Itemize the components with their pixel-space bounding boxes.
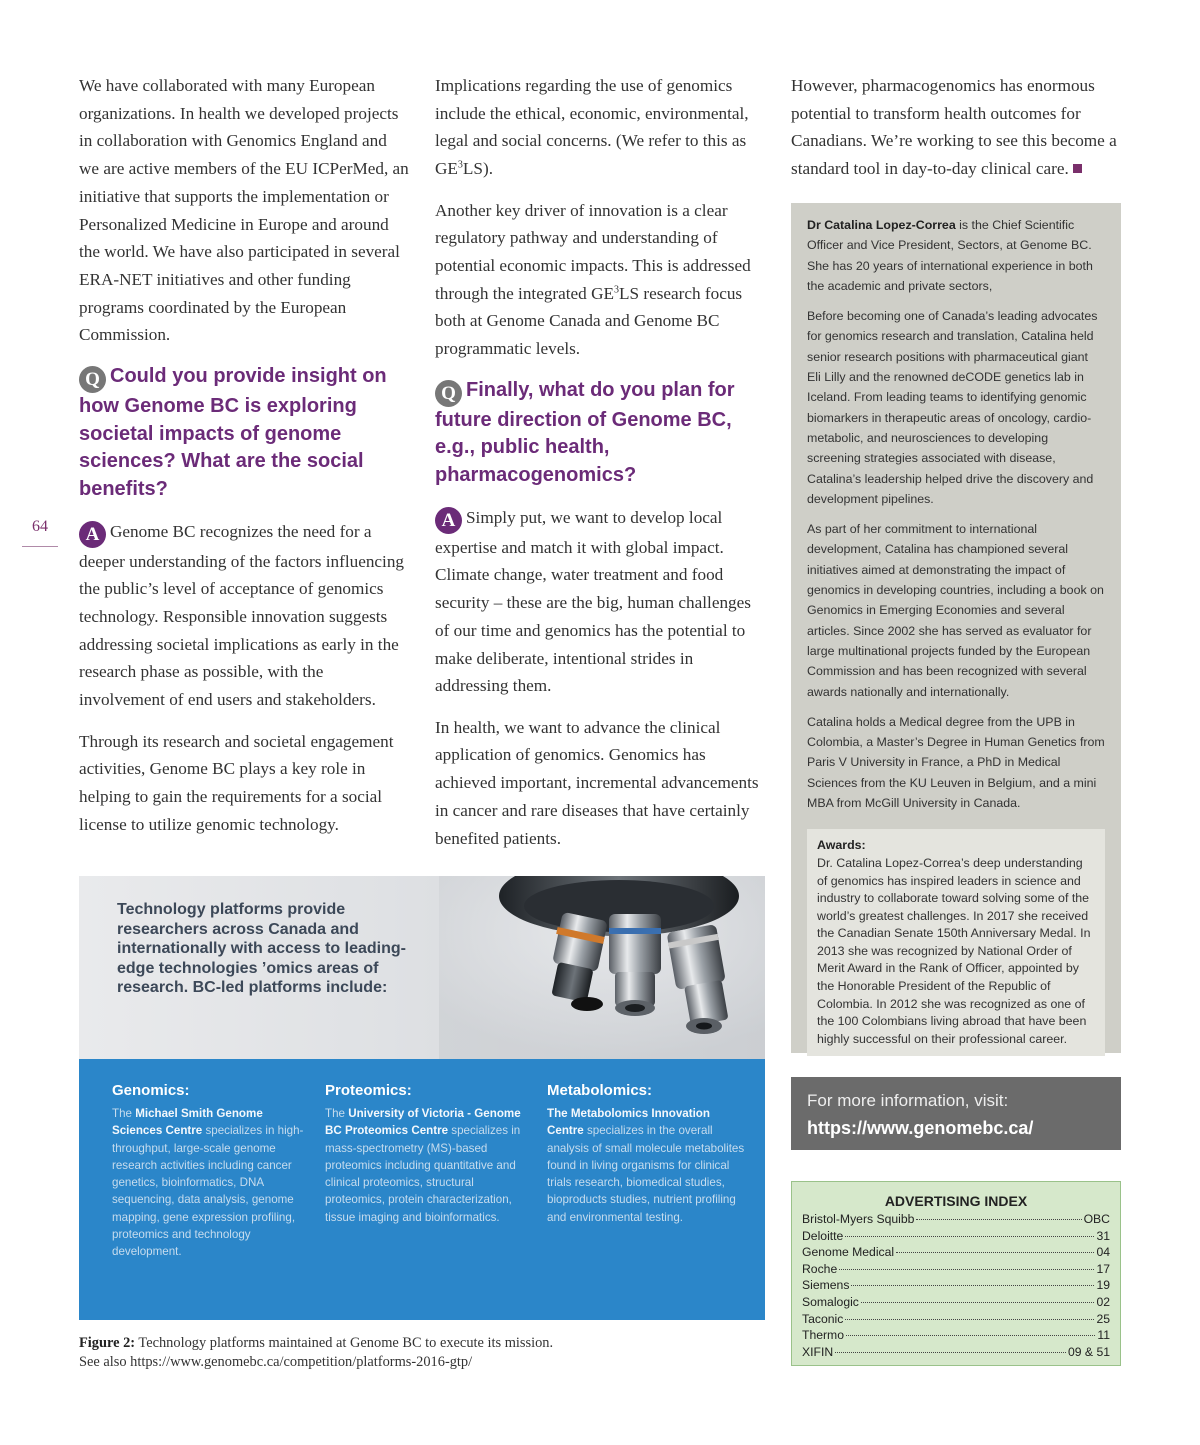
column-1 [79,72,409,852]
ad-name: Somalogic [802,1294,859,1309]
ad-page: 31 [1096,1228,1110,1243]
ad-page: 17 [1096,1261,1110,1276]
ad-index-row [802,1228,1110,1245]
platform-genomics [112,1081,307,1261]
ad-page: 19 [1096,1278,1110,1293]
column-3 [791,72,1121,197]
platform-proteomics [325,1081,530,1226]
bio-name: Dr Catalina Lopez-Correa [807,218,956,232]
question-badge-icon: Q [79,366,106,393]
more-info-link[interactable]: https://www.genomebc.ca/ [807,1118,1034,1138]
ad-dot-leader [845,1319,1094,1320]
ad-index-row [802,1344,1110,1361]
bio-paragraph-3: As part of her commitment to international development, Catalina has championed several initiatives aimed at demonstrating the impact of genomics in developing countries, including a book on Genomics in Emerging Economies and several articles. Since 2002 she has served as evaluator for large multinational projects funded by the European Commission and has been recognized with several awards nationally and internationally. [807,522,1104,699]
ad-page: 02 [1096,1294,1110,1309]
bio-sidebar [791,203,1121,1053]
platform-text: specializes in the overall analysis of small molecule metabolites found in living organisms for clinical trials research, biomedical studies, bioproducts studies, nutrient profiling and environmental testing. [547,1124,745,1224]
platform-lead: The [112,1107,136,1120]
ad-dot-leader [835,1352,1066,1353]
more-info-label: For more information, visit: [807,1091,1009,1110]
col1-answer-1-text: Genome BC recognizes the need for a deeper understanding of the factors influencing the public’s level of acceptance of genomics technology. Responsible innovation suggests addressing societal implications as early in the research phase as possible, with the involvement of end users and stakeholders. [79,521,405,710]
bio-paragraph-4: Catalina holds a Medical degree from the UPB in Colombia, a Master’s Degree in Human Genetics from Paris V University in France, a PhD in Medical Sciences from the KU Leuven in Belgium, and a mini MBA from McGill University in Canada. [807,714,1105,811]
bio-paragraph-2: Before becoming one of Canada’s leading advocates for genomics research and translation, Catalina held senior research positions with pharmaceutical giant Eli Lilly and the renowned deCODE genetics lab in Iceland. From leading teams to identifying genomic biomarkers in therapeutic areas of oncology, cardio-metabolic, and neurosciences to developing screening strategies associated with disease, Catalina’s leadership helped drive the discovery and development pipelines. [807,309,1098,506]
col2-paragraph-2 [435,197,765,363]
ad-index-row [802,1277,1110,1294]
figure-caption-text: Technology platforms maintained at Genome BC to execute its mission. [135,1335,554,1351]
col2-answer-2: In health, we want to advance the clinical application of genomics. Genomics has achieved important, incremental advancements in cancer and rare diseases that have certainly benefited patients. [435,717,759,848]
ad-page: 09 & 51 [1067,1344,1110,1359]
col1-answer-2: Through its research and societal engagement activities, Genome BC plays a key role in helping to gain the requirements for a social license to utilize genomic technology. [79,731,394,834]
platform-title: Genomics: [112,1082,190,1099]
col2-p2-text-end: LS research focus both at Genome Canada and Genome BC programmatic levels. [435,283,743,359]
col1-question-text: Could you provide insight on how Genome BC is exploring societal impacts of genome sciences? What are the social benefits? [79,364,387,500]
answer-badge-icon: A [79,521,106,548]
objective-lens-center [609,914,661,1016]
platform-text: specializes in high-throughput, large-scale genome research activities including cancer genetics, bioinformatics, DNA sequencing, data analysis, genome mapping, gene expression profiling, proteomics and technology development. [112,1124,304,1259]
ad-name: XIFIN [802,1344,834,1359]
figure-caption-label: Figure 2: [79,1335,136,1351]
ad-index-row [802,1311,1110,1328]
col2-p1-text-end: LS). [462,159,493,179]
figure-header-panel [79,876,765,1059]
ad-name: Roche [802,1261,838,1276]
ad-name: Bristol-Myers Squibb [802,1212,915,1226]
platform-title: Proteomics: [325,1082,412,1099]
platform-metabolomics [547,1081,747,1226]
col2-question-text: Finally, what do you plan for future direction of Genome BC, e.g., public health, pharmacogenomics? [435,378,735,487]
page-number: 64 [32,518,48,535]
platform-lead: The [325,1107,349,1120]
ad-page: 25 [1096,1311,1110,1326]
ad-index-row [802,1261,1110,1278]
bio-p1-text: is the Chief Scientific Officer and Vice President, Sectors, at Genome BC. She has 20 years of international experience in both the academic and private sectors, [807,218,1093,293]
ad-index-row [802,1244,1110,1261]
ad-index-row [802,1327,1110,1344]
end-mark-icon [1073,164,1082,173]
figure-platforms-panel [79,1059,765,1320]
col1-answer-1 [79,518,409,714]
figure-technology-platforms [79,876,765,1320]
platform-description [547,1105,747,1226]
ad-dot-leader [916,1219,1081,1220]
figure-intro-text: Technology platforms provide researchers across Canada and internationally with access to leading-edge technologies ’omics areas of research. BC-led platforms include: [117,901,406,996]
ad-dot-leader [846,1335,1095,1336]
col2-p1-superscript: 3 [457,159,463,171]
ad-dot-leader [896,1252,1094,1253]
ad-name: Siemens [802,1278,850,1293]
ad-page: OBC [1083,1212,1110,1226]
ad-name: Deloitte [802,1228,844,1243]
col1-paragraph-1: We have collaborated with many European organizations. In health we developed projects in collaboration with Genomics England and we are active members of the EU ICPerMed, an initiative that supports the implementation or Personalized Medicine in Europe and around the world. We have also participated in several ERA-NET initiatives and other funding programs coordinated by the European Commission. [79,76,409,345]
ad-dot-leader [861,1302,1095,1303]
bio-paragraph-1 [807,215,1105,296]
answer-badge-icon: A [435,507,462,534]
awards-title: Awards: [817,838,866,853]
col1-question [79,363,409,504]
ad-page: 11 [1097,1328,1110,1343]
page-number-rule [22,546,58,547]
figure-caption-line-2: See also https://www.genomebc.ca/competition/platforms-2016-gtp/ [79,1354,473,1370]
col2-answer-1 [435,504,765,700]
ad-page: 04 [1096,1245,1110,1260]
col2-p1-text: Implications regarding the use of genomics include the ethical, economic, environmental, legal and social concerns. (We refer to this as GE [435,76,749,179]
question-badge-icon: Q [435,380,462,407]
ad-index-row [802,1211,1110,1228]
ad-name: Thermo [802,1328,844,1343]
col2-p2-text: Another key driver of innovation is a clear regulatory pathway and understanding of potential economic impacts. This is addressed through the integrated GE [435,200,751,303]
more-info-box [791,1077,1121,1150]
platform-title: Metabolomics: [547,1082,653,1099]
microscope-illustration [439,876,765,1059]
platform-text: specializes in mass-spectrometry (MS)-based proteomics including quantitative and clinical proteomics, structural proteomics, protein characterization, tissue imaging and bioinformatics. [325,1124,521,1224]
col2-paragraph-1 [435,72,765,183]
advertising-index [791,1181,1121,1366]
platform-name: Michael Smith Genome Sciences Centre [112,1107,263,1138]
ad-dot-leader [839,1269,1094,1270]
figure-caption [79,1334,679,1372]
awards-box [807,829,1105,1056]
platform-name: The Metabolomics Innovation Centre [547,1107,710,1138]
figure-caption-line-1 [79,1334,679,1353]
platform-description [112,1105,307,1261]
platform-name: University of Victoria - Genome BC Proteomics Centre [325,1107,521,1138]
col3-p1-text: However, pharmacogenomics has enormous potential to transform health outcomes for Canadians. We’re working to see this become a standard tool in day-to-day clinical care. [791,76,1117,179]
col2-question [435,377,765,490]
column-2 [435,72,765,866]
ad-dot-leader [845,1236,1094,1237]
ad-dot-leader [851,1285,1094,1286]
ad-name: Genome Medical [802,1245,895,1260]
col2-p2-superscript: 3 [613,283,619,295]
ad-index-row [802,1294,1110,1311]
advertising-index-title: ADVERTISING INDEX [884,1193,1028,1209]
platform-description [325,1105,530,1226]
col2-answer-1-text: Simply put, we want to develop local expertise and match it with global impact. Climate change, water treatment and food security – these are the big, human challenges of our time and genomics has the potential to make deliberate, intentional strides in addressing them. [435,507,751,696]
col3-paragraph-1 [791,72,1121,183]
ad-name: Taconic [802,1311,844,1326]
awards-text: Dr. Catalina Lopez-Correa’s deep understanding of genomics has inspired leaders in science and industry to collaborate toward solving some of the world’s greatest challenges. In 2017 she received the Canadian Senate 150th Anniversary Medal. In 2013 she was recognized by National Order of Merit Award in the Rank of Officer, appointed by the Honorable President of the Republic of Colombia. In 2012 she was recognized as one of the 100 Colombians living abroad that have been highly successful on their professional career. [817,855,1091,1046]
